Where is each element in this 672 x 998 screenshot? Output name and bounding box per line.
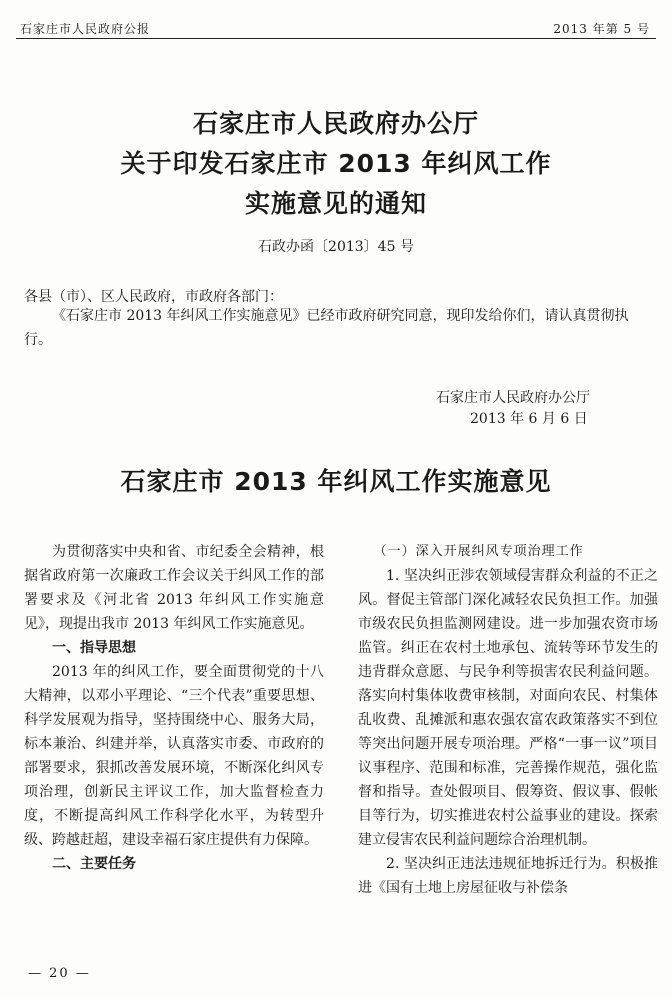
page-header — [0, 0, 672, 40]
document-number: 石政办函〔2013〕45 号 — [258, 239, 414, 255]
task-item-1: 1. 坚决纠正涉农领域侵害群众利益的不正之风。督促主管部门深化减轻农民负担工作。加强市级农民负担监测网建设。进一步加强农资市场监管。纠正在农村土地承包、流转等环节发生的违背群众意愿、与民争利等损害农民利益问题。落实向村集体收费审核制，对面向农民、村集体乱收费、乱摊派和惠农强农富农政策落实不到位等突出问题开展专项治理。严格“一事一议”项目议事程序、范围和标准，完善操作规范，强化监督和指导。查处假项目、假筹资、假议事、假帐目等行为，切实推进农村公益事业的建设。探索建立侵害农民利益问题综合治理机制。 — [358, 568, 658, 848]
guiding-ideology-paragraph: 2013 年的纠风工作，要全面贯彻党的十八大精神，以邓小平理论、“三个代表”重要思想、科学发展观为指导，坚持围绕中心、服务大局，标本兼治、纠建并举，认真落实市委、市政府的部署要求，狠抓改善发展环境，不断深化纠风专项治理，创新民主评议工作，加大监督检查力度，不断提高纠风工作科学化水平，为转型升级、跨越赶超，建设幸福石家庄提供有力保障。 — [24, 664, 324, 848]
right-column — [358, 540, 658, 900]
title-line-1: 石家庄市人民政府办公厅 — [192, 109, 479, 138]
section-heading-guiding-ideology: 一、指导思想 — [52, 640, 136, 656]
page-number: — 20 — — [28, 966, 91, 981]
preamble-paragraph: 为贯彻落实中央和省、市纪委全会精神，根据省政府第一次廉政工作会议关于纠风工作的部署要求及《河北省 2013 年纠风工作实施意见》，现提出我市 2013 年纠风工作实施意见。 — [24, 544, 324, 632]
task-item-2: 2. 坚决纠正违法违规征地拆迁行为。积极推进《国有土地上房屋征收与补偿条 — [358, 856, 658, 896]
title-line-2: 关于印发石家庄市 2013 年纠风工作 — [120, 149, 552, 178]
left-column — [24, 540, 324, 876]
signature-organization: 石家庄市人民政府办公厅 — [436, 390, 590, 406]
title-line-3: 实施意见的通知 — [244, 189, 427, 218]
issue-number: 2013 年第 5 号 — [553, 22, 650, 36]
opinion-title: 石家庄市 2013 年纠风工作实施意见 — [120, 467, 552, 496]
signature-date: 2013 年 6 月 6 日 — [470, 411, 588, 427]
salutation: 各县（市）、区人民政府，市政府各部门： — [24, 289, 283, 305]
publication-name: 石家庄市人民政府公报 — [20, 22, 151, 36]
notice-title — [0, 104, 672, 224]
section-heading-main-tasks: 二、主要任务 — [52, 856, 136, 872]
intro-paragraph: 《石家庄市 2013 年纠风工作实施意见》已经市政府研究同意，现印发给你们，请认真贯彻执行。 — [24, 308, 629, 348]
subsection-heading: （一）深入开展纠风专项治理工作 — [373, 544, 584, 559]
header-rule — [16, 38, 656, 39]
